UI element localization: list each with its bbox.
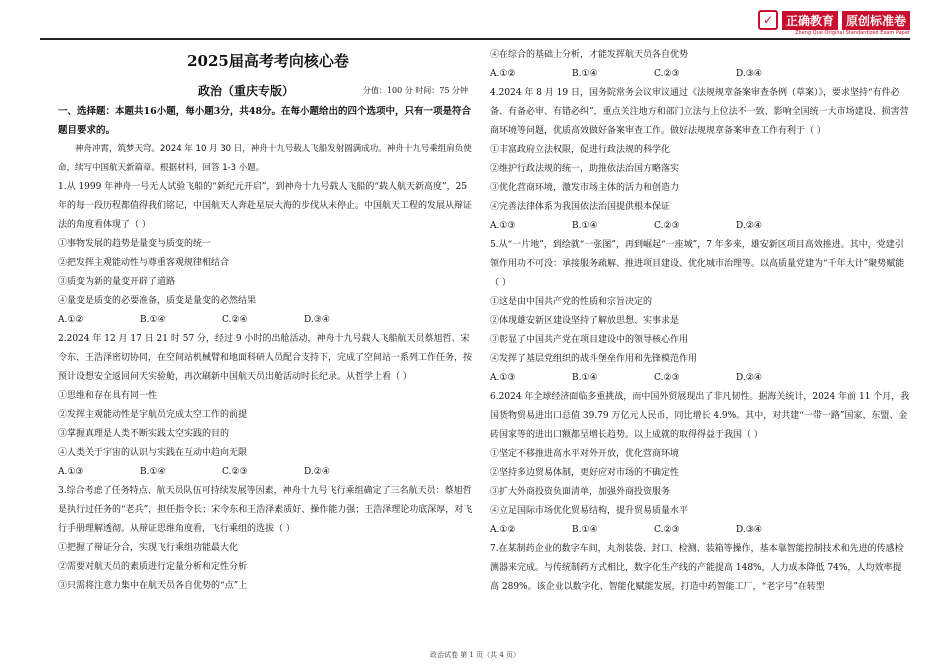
left-column bbox=[58, 46, 478, 596]
choice-d: D.②④ bbox=[736, 221, 762, 231]
option-item: ②发挥主观能动性是宇航员完成太空工作的前提 bbox=[58, 410, 248, 420]
question-stem: 1.从 1999 年神舟一号无人试验飞船的“新纪元开启”，到神舟十九号载人飞船的“载人航天新高度”，25 年的每一段历程都值得我们铭记，中国航天人奔赴星辰大海的步伐从未停止。中国航天工程的发展从辩证法的角度看体现了（ ） bbox=[58, 182, 473, 230]
brand-badge: 原创标准卷 bbox=[842, 11, 910, 30]
choice-b: B.①④ bbox=[140, 467, 166, 477]
option-item: ①坚定不移推进高水平对外开放，优化营商环境 bbox=[490, 449, 680, 459]
right-column bbox=[490, 46, 910, 597]
check-icon: ✓ bbox=[758, 10, 778, 30]
section-heading: 一、选择题：本题共16小题，每小题3分，共48分。在每小题给出的四个选项中，只有一项是符合题目要求的。 bbox=[58, 106, 472, 136]
answer-choices bbox=[490, 217, 910, 236]
choice-b: B.①④ bbox=[572, 221, 598, 231]
brand-logo bbox=[758, 10, 910, 36]
option-item: ③彰显了中国共产党在项目建设中的领导核心作用 bbox=[490, 335, 689, 345]
exam-title: 2025届高考考向核心卷 bbox=[187, 52, 349, 70]
question-2 bbox=[58, 330, 478, 482]
choice-d: D.②④ bbox=[304, 467, 330, 477]
choice-d: D.②④ bbox=[736, 373, 762, 383]
option-item: ④立足国际市场优化贸易结构，提升贸易质量水平 bbox=[490, 506, 689, 516]
option-item: ④发挥了基层党组织的战斗堡垒作用和先锋模范作用 bbox=[490, 354, 698, 364]
option-item: ③质变为新的量变开辟了道路 bbox=[58, 277, 176, 287]
choice-a: A.①② bbox=[490, 69, 516, 79]
question-stem: 5.从“一片地”，到绘就“一张图”，再到崛起“一座城”，7 年多来，雄安新区项目高效推进。其中，党建引领作用功不可没：承接服务疏解、推进项目建设、优化城市治理等。以高质量党建为“千年大计”聚势赋能（ ） bbox=[490, 240, 905, 288]
option-item: ②体现雄安新区建设坚持了解放思想、实事求是 bbox=[490, 316, 680, 326]
choice-a: A.①③ bbox=[490, 221, 516, 231]
choice-d: D.③④ bbox=[304, 315, 330, 325]
choice-b: B.①④ bbox=[572, 525, 598, 535]
choice-c: C.②③ bbox=[654, 373, 680, 383]
question-stem: 4.2024 年 8 月 19 日，国务院常务会议审议通过《法规规章备案审查条例（草案）》，要求坚持“有件必备、有备必审、有错必纠”，重点关注地方和部门立法与上位法不一致、影响全国统一大市场建设、损害营商环境等问题，优质高效做好备案审查工作。做好法规规章备案审查工作有利于（ ） bbox=[490, 88, 909, 136]
option-item: ②维护行政法规的统一，助推依法治国方略落实 bbox=[490, 164, 680, 174]
exam-subject: 政治（重庆专版） bbox=[198, 84, 295, 98]
answer-choices bbox=[58, 463, 478, 482]
question-stem: 3.综合考虑了任务特点、航天员队伍可持续发展等因素，神舟十九号飞行乘组确定了三名航天员：蔡旭哲是执行过任务的“老兵”，担任指令长；宋令东和王浩泽素质好、操作能力强；王浩泽理论功底深厚，对飞行手册理解透彻。从辩证思维角度看，飞行乘组的选拔（ ） bbox=[58, 486, 473, 534]
answer-choices bbox=[490, 65, 910, 84]
option-item: ①把握了辩证分合，实现飞行乘组功能最大化 bbox=[58, 543, 239, 553]
choice-b: B.①④ bbox=[572, 373, 598, 383]
option-item: ④人类关于宇宙的认识与实践在互动中趋向无限 bbox=[58, 448, 248, 458]
question-3 bbox=[58, 482, 478, 596]
option-item: ①思维和存在具有同一性 bbox=[58, 391, 158, 401]
option-item: ③只需将注意力集中在航天员各自优势的“点”上 bbox=[58, 581, 248, 591]
choice-c: C.②③ bbox=[222, 467, 248, 477]
question-4 bbox=[490, 84, 910, 236]
choice-b: B.①④ bbox=[140, 315, 166, 325]
option-item: ①丰富政府立法权限，促进行政法规的科学化 bbox=[490, 145, 671, 155]
choice-a: A.①③ bbox=[58, 467, 84, 477]
choice-d: D.③④ bbox=[736, 69, 762, 79]
option-item: ②把发挥主观能动性与尊重客观规律相结合 bbox=[58, 258, 230, 268]
choice-c: C.②③ bbox=[654, 221, 680, 231]
option-item: ④在综合的基础上分析，才能发挥航天员各自优势 bbox=[490, 50, 689, 60]
option-item: ④完善法律体系为我国依法治国提供根本保证 bbox=[490, 202, 671, 212]
option-item: ②坚持多边贸易体制，更好应对市场的不确定性 bbox=[490, 468, 680, 478]
choice-c: C.②④ bbox=[222, 315, 248, 325]
brand-tagline: Zheng Que Original Standardized Exam Paper bbox=[795, 30, 910, 36]
question-7 bbox=[490, 540, 910, 597]
option-item: ②需要对航天员的素质进行定量分析和定性分析 bbox=[58, 562, 248, 572]
subtitle-row bbox=[58, 80, 478, 102]
choice-a: A.①② bbox=[58, 315, 84, 325]
option-item: ③掌握真理是人类不断实践太空实践的目的 bbox=[58, 429, 230, 439]
option-item: ①事物发展的趋势是量变与质变的统一 bbox=[58, 239, 212, 249]
question-6 bbox=[490, 388, 910, 540]
option-item: ③优化营商环境，激发市场主体的活力和创造力 bbox=[490, 183, 680, 193]
option-item: ①这是由中国共产党的性质和宗旨决定的 bbox=[490, 297, 653, 307]
question-stem: 6.2024 年全球经济面临多重挑战，而中国外贸展现出了非凡韧性。据海关统计，2024 年前 11 个月，我国货物贸易进出口总值 39.79 万亿元人民币，同比增长 4.9%。其中，对共建“一带一路”国家、东盟、金砖国家等的进出口额都呈增长趋势。以上成就的取得得益于我国（ ） bbox=[490, 392, 910, 440]
choice-a: A.①③ bbox=[490, 373, 516, 383]
answer-choices bbox=[58, 311, 478, 330]
choice-b: B.①④ bbox=[572, 69, 598, 79]
choice-d: D.③④ bbox=[736, 525, 762, 535]
question-5 bbox=[490, 236, 910, 388]
choice-c: C.②③ bbox=[654, 525, 680, 535]
header-rule bbox=[40, 38, 910, 40]
choice-a: A.①② bbox=[490, 525, 516, 535]
brand-name: 正确教育 bbox=[782, 11, 838, 30]
option-item: ③扩大外商投资负面清单，加强外商投资服务 bbox=[490, 487, 671, 497]
answer-choices bbox=[490, 521, 910, 540]
exam-info: 分值：100 分 时间：75 分钟 bbox=[362, 86, 468, 95]
choice-c: C.②③ bbox=[654, 69, 680, 79]
answer-choices bbox=[490, 369, 910, 388]
material-intro: 神舟冲霄，筑梦天穹。2024 年 10 月 30 日，神舟十九号载人飞船发射圆满成功。神舟十九号乘组肩负使命，续写中国航天新篇章。根据材料，回答 1-3 小题。 bbox=[58, 144, 472, 173]
page-footer: 政治试卷 第 1 页（共 4 页） bbox=[429, 651, 521, 659]
question-3-continued bbox=[490, 46, 910, 84]
question-stem: 2.2024 年 12 月 17 日 21 时 57 分，经过 9 小时的出舱活动，神舟十九号载人飞船航天员蔡旭哲、宋令东、王浩泽密切协同，在空间站机械臂和地面科研人员配合支持下，完成了空间站一系列工作任务，按预计设想安全返回问天实验舱，再次刷新中国航天员出舱活动时长纪录。从哲学上看（ ） bbox=[58, 334, 473, 382]
question-1 bbox=[58, 178, 478, 330]
question-stem: 7.在某制药企业的数字车间，丸剂装袋、封口、检测、装箱等操作，基本靠智能控制技术和先进的传感检测器来完成。与传统制药方式相比，数字化生产线的产能提高 148%，人力成本降低 74%，人均效率提高 289%。该企业以数字化、智能化赋能发展，打造中药智能工厂，“老字号”在转型 bbox=[490, 544, 904, 592]
option-item: ④量变是质变的必要准备，质变是量变的必然结果 bbox=[58, 296, 257, 306]
